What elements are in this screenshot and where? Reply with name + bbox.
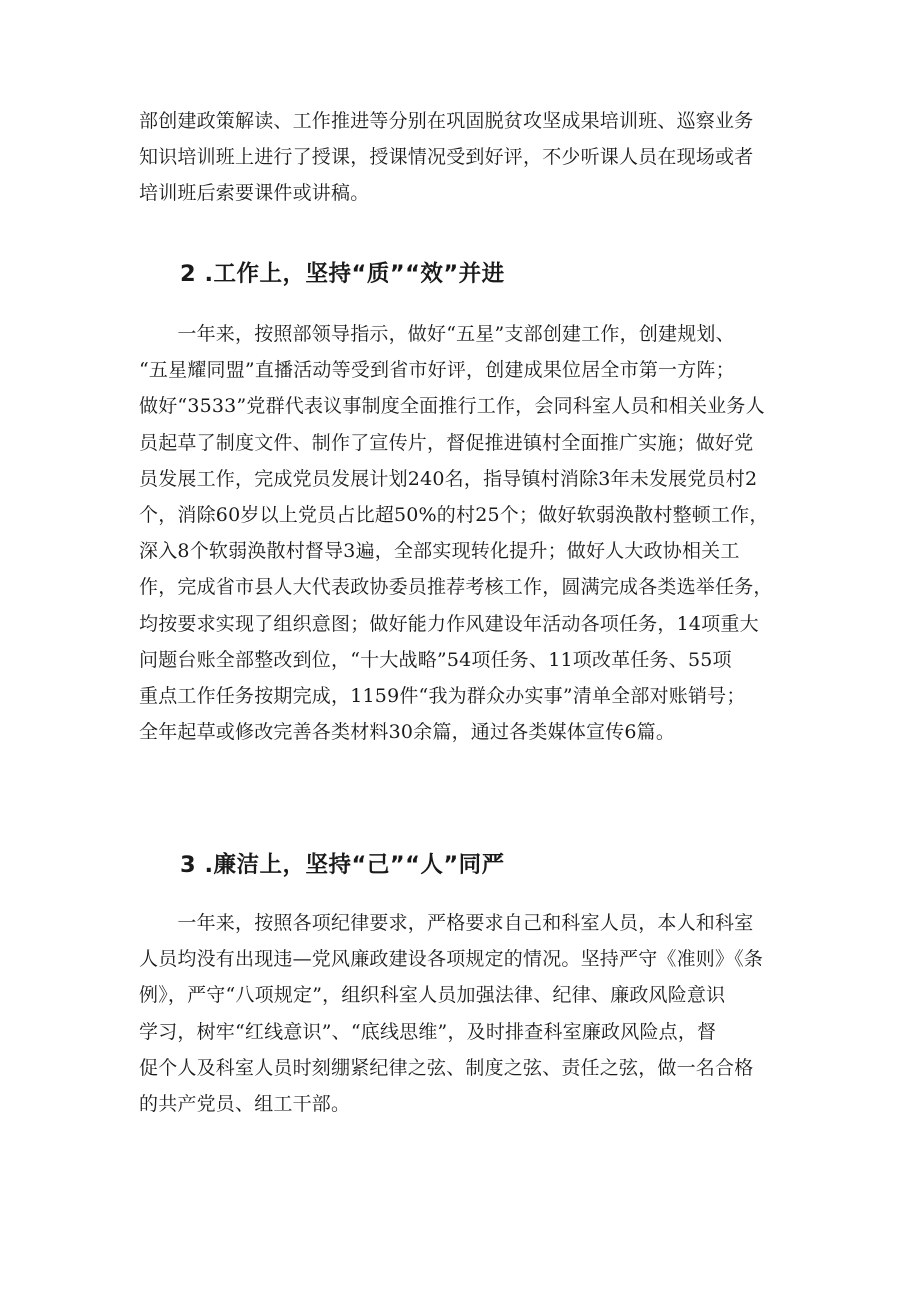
section-3-paragraph: 一年来，按照各项纪律要求，严格要求自己和科室人员，本人和科室 人员均没有出现违—党风廉政建设各项规定的情况。坚持严守《准则》《条 例》，严守“八项规定”，组织科室人员加强法律、纪律、廉政风险意识 学习，树牢“红线意识”、“底线思维”，及时排查科室廉政风险点，督 促个人及科室人员时刻绷紧纪律之弦、制度之弦、责任之弦，做一名合格 的共产党员、组工干部。 <box>139 912 764 1116</box>
intro-paragraph: 部创建政策解读、工作推进等分别在巩固脱贫攻坚成果培训班、巡察业务 知识培训班上进行了授课，授课情况受到好评，不少听课人员在现场或者 培训班后索要课件或讲稿。 <box>139 110 754 205</box>
section-2-heading: 2 .工作上，坚持“质”“效”并进 <box>180 261 505 287</box>
section-3-heading: 3 .廉洁上，坚持“己”“人”同严 <box>180 852 505 878</box>
section-2-paragraph: 一年来，按照部领导指示，做好“五星”支部创建工作，创建规划、 “五星耀同盟”直播活动等受到省市好评，创建成果位居全市第一方阵； 做好“3533”党群代表议事制度全面推行工作，会同科室人员和相关业务人 员起草了制度文件、制作了宣传片，督促推进镇村全面推广实施；做好党 员发展工作，完成党员发展计划240名，指导镇村消除3年未发展党员村2 个，消除60岁以上党员占比超50%的村25个；做好软弱涣散村整顿工作， 深入8个软弱涣散村督导3遍，全部实现转化提升；做好人大政协相关工 作，完成省市县人大代表政协委员推荐考核工作，圆满完成各类选举任务， 均按要求实现了组织意图；做好能力作风建设年活动各项任务，14项重大 问题台账全部整改到位，“十大战略”54项任务、11项改革任务、55项 重点工作任务按期完成，1159件“我为群众办实事”清单全部对账销号； 全年起草或修改完善各类材料30余篇，通过各类媒体宣传6篇。 <box>139 323 773 744</box>
